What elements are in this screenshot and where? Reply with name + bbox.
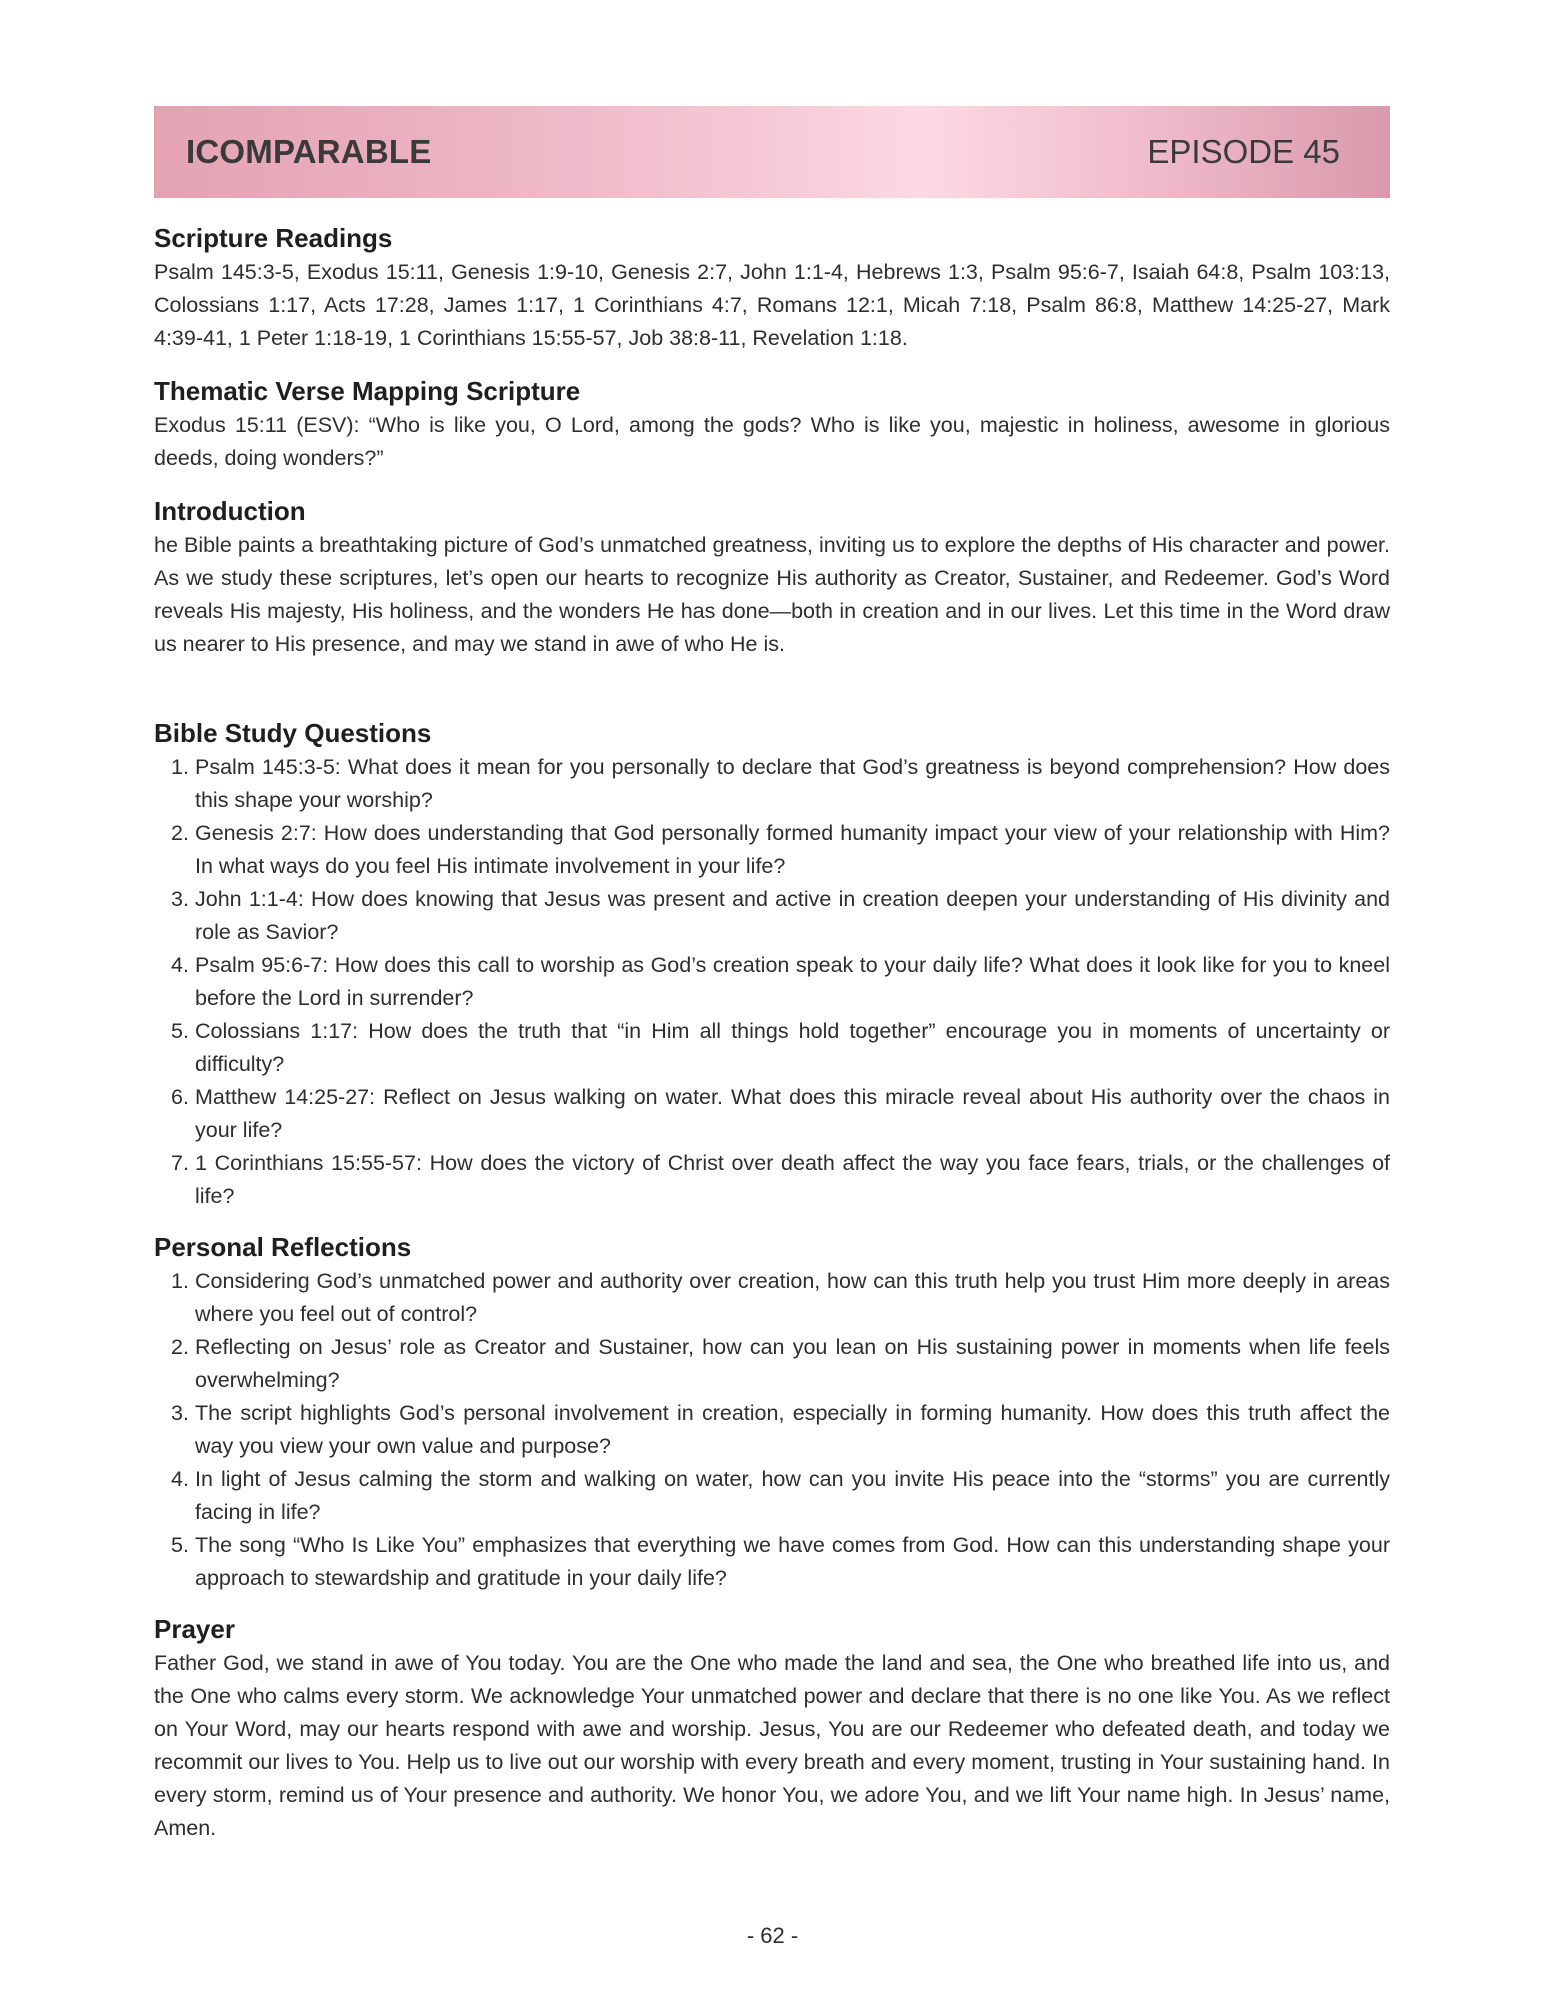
personal-reflections-list	[154, 1265, 1390, 1595]
list-item	[154, 1081, 1390, 1147]
list-item-text: John 1:1-4: How does knowing that Jesus was present and active in creation deepen your understanding of His divinity and role as Savior?	[195, 887, 1390, 944]
page-content	[154, 220, 1390, 1845]
introduction-section	[154, 493, 1390, 661]
list-item-number: 6.	[171, 1085, 189, 1109]
list-item	[154, 1397, 1390, 1463]
list-item	[154, 883, 1390, 949]
header-banner	[154, 106, 1390, 198]
list-item-text: The song “Who Is Like You” emphasizes that everything we have comes from God. How can this understanding shape your approach to stewardship and gratitude in your daily life?	[195, 1533, 1390, 1590]
list-item-number: 5.	[171, 1533, 189, 1557]
list-item	[154, 1015, 1390, 1081]
list-item-text: Psalm 95:6-7: How does this call to worship as God’s creation speak to your daily life? What does it look like for you to kneel before the Lord in surrender?	[195, 953, 1390, 1010]
list-item	[154, 949, 1390, 1015]
list-item	[154, 751, 1390, 817]
list-item-number: 1.	[171, 1269, 189, 1293]
document-title: ICOMPARABLE	[186, 133, 432, 170]
list-item-text: Psalm 145:3-5: What does it mean for you personally to declare that God’s greatness is beyond comprehension? How does this shape your worship?	[195, 755, 1390, 812]
list-item-number: 4.	[171, 953, 189, 977]
personal-reflections-section	[154, 1229, 1390, 1595]
list-item-text: The script highlights God’s personal involvement in creation, especially in forming humanity. How does this truth affect the way you view your own value and purpose?	[195, 1401, 1390, 1458]
thematic-text: Exodus 15:11 (ESV): “Who is like you, O Lord, among the gods? Who is like you, majestic in holiness, awesome in glorious deeds, doing wonders?”	[154, 413, 1390, 470]
list-item	[154, 817, 1390, 883]
list-item-number: 7.	[171, 1151, 189, 1175]
list-item	[154, 1331, 1390, 1397]
list-item	[154, 1147, 1390, 1213]
study-questions-section	[154, 715, 1390, 1213]
prayer-section	[154, 1611, 1390, 1845]
page-number: - 62 -	[746, 1923, 799, 1948]
study-questions-heading: Bible Study Questions	[154, 718, 432, 748]
list-item-text: Matthew 14:25-27: Reflect on Jesus walking on water. What does this miracle reveal about His authority over the chaos in your life?	[195, 1085, 1390, 1142]
scripture-readings-section	[154, 220, 1390, 355]
thematic-section	[154, 373, 1390, 475]
list-item-text: Reflecting on Jesus’ role as Creator and Sustainer, how can you lean on His sustaining power in moments when life feels overwhelming?	[195, 1335, 1390, 1392]
prayer-heading: Prayer	[154, 1614, 235, 1644]
list-item-number: 3.	[171, 1401, 189, 1425]
list-item-text: Considering God’s unmatched power and authority over creation, how can this truth help you trust Him more deeply in areas where you feel out of control?	[195, 1269, 1390, 1326]
list-item-number: 2.	[171, 821, 189, 845]
list-item	[154, 1463, 1390, 1529]
personal-reflections-heading: Personal Reflections	[154, 1232, 412, 1262]
list-item-number: 4.	[171, 1467, 189, 1491]
introduction-heading: Introduction	[154, 496, 306, 526]
list-item-number: 2.	[171, 1335, 189, 1359]
introduction-text: he Bible paints a breathtaking picture of God’s unmatched greatness, inviting us to explore the depths of His character and power. As we study these scriptures, let’s open our hearts to recognize His authority as Creator, Sustainer, and Redeemer. God’s Word reveals His majesty, His holiness, and the wonders He has done—both in creation and in our lives. Let this time in the Word draw us nearer to His presence, and may we stand in awe of who He is.	[154, 533, 1390, 656]
list-item-text: Genesis 2:7: How does understanding that God personally formed humanity impact your view of your relationship with Him? In what ways do you feel His intimate involvement in your life?	[195, 821, 1390, 878]
scripture-readings-heading: Scripture Readings	[154, 223, 393, 253]
scripture-readings-text: Psalm 145:3-5, Exodus 15:11, Genesis 1:9-10, Genesis 2:7, John 1:1-4, Hebrews 1:3, Psalm 95:6-7, Isaiah 64:8, Psalm 103:13, Colossians 1:17, Acts 17:28, James 1:17, 1 Corinthians 4:7, Romans 12:1, Micah 7:18, Psalm 86:8, Matthew 14:25-27, Mark 4:39-41, 1 Peter 1:18-19, 1 Corinthians 15:55-57, Job 38:8-11, Revelation 1:18.	[154, 260, 1390, 350]
list-item-text: Colossians 1:17: How does the truth that “in Him all things hold together” encourage you in moments of uncertainty or difficulty?	[195, 1019, 1390, 1076]
episode-label: EPISODE 45	[1147, 133, 1340, 170]
list-item-text: 1 Corinthians 15:55-57: How does the victory of Christ over death affect the way you face fears, trials, or the challenges of life?	[195, 1151, 1390, 1208]
list-item-number: 3.	[171, 887, 189, 911]
list-item	[154, 1265, 1390, 1331]
prayer-text: Father God, we stand in awe of You today. You are the One who made the land and sea, the One who breathed life into us, and the One who calms every storm. We acknowledge Your unmatched power and declare that there is no one like You. As we reflect on Your Word, may our hearts respond with awe and worship. Jesus, You are our Redeemer who defeated death, and today we recommit our lives to You. Help us to live out our worship with every breath and every moment, trusting in Your sustaining hand. In every storm, remind us of Your presence and authority. We honor You, we adore You, and we lift Your name high. In Jesus’ name, Amen.	[154, 1651, 1390, 1840]
list-item-text: In light of Jesus calming the storm and walking on water, how can you invite His peace into the “storms” you are currently facing in life?	[195, 1467, 1390, 1524]
thematic-heading: Thematic Verse Mapping Scripture	[154, 376, 581, 406]
list-item-number: 5.	[171, 1019, 189, 1043]
list-item	[154, 1529, 1390, 1595]
study-questions-list	[154, 751, 1390, 1213]
list-item-number: 1.	[171, 755, 189, 779]
